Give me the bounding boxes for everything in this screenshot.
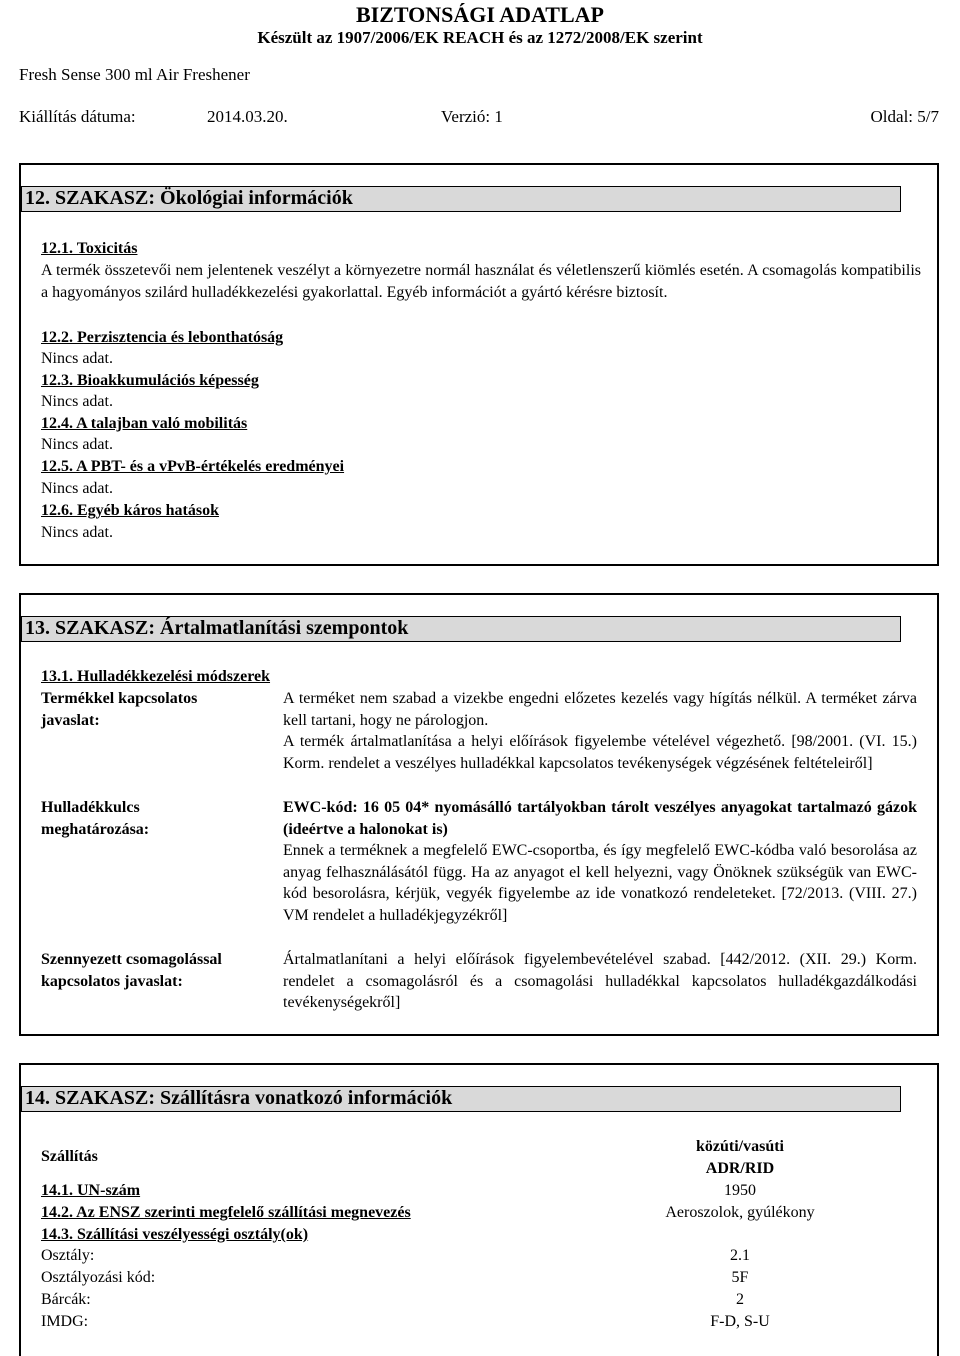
s13-label-product: javaslat: — [41, 712, 100, 729]
document-subtitle: Készült az 1907/2006/EK REACH és az 1272/2008/EK szerint — [257, 28, 703, 47]
page-number: Oldal: 5/7 — [870, 107, 939, 126]
version: Verzió: 1 — [441, 107, 503, 126]
s14-col-road-rail: közúti/vasúti — [695, 1138, 784, 1155]
s12-heading-bioaccumulation: 12.3. Bioakkumulációs képesség — [41, 372, 259, 389]
product-name: Fresh Sense 300 ml Air Freshener — [19, 65, 250, 84]
document-title: BIZTONSÁGI ADATLAP — [356, 2, 604, 27]
s12-heading-pbt: 12.5. A PBT- és a vPvB-értékelés eredményei — [41, 458, 345, 475]
s14-labels-label: Bárcák: — [41, 1291, 91, 1308]
s13-ewc-code: EWC-kód: 16 05 04* nyomásálló tartályokban tárolt veszélyes anyagokat tartalmazó gázok (ideértve a halonokat is) — [283, 799, 917, 838]
s14-classification-code-value: 5F — [731, 1269, 749, 1286]
s13-label-waste-code: Hulladékkulcs — [41, 799, 140, 816]
section-13-title: 13. SZAKASZ: Ártalmatlanítási szempontok — [21, 616, 901, 642]
s13-heading-methods: 13.1. Hulladékkezelési módszerek — [41, 668, 271, 685]
s12-no-data: Nincs adat. — [41, 436, 113, 453]
s12-heading-mobility: 12.4. A talajban való mobilitás — [41, 415, 248, 432]
s14-shipping-name-label: 14.2. Az ENSZ szerinti megfelelő szállítási megnevezés — [41, 1204, 411, 1221]
s14-class-value: 2.1 — [730, 1247, 750, 1264]
section-12-title: 12. SZAKASZ: Ökológiai információk — [21, 186, 901, 212]
section-14-title: 14. SZAKASZ: Szállításra vonatkozó információk — [21, 1086, 901, 1112]
s12-no-data: Nincs adat. — [41, 393, 113, 410]
s14-shipping-name-value: Aeroszolok, gyúlékony — [665, 1204, 815, 1221]
s14-imdg-label: IMDG: — [41, 1313, 89, 1330]
s13-product-disposal-text: A termék ártalmatlanítása a helyi előírások figyelembe vételével végezhető. [98/2001. (VI. 15.) Korm. rendelet a veszélyes hulladékkal kapcsolatos tevékenységek végzésének feltételeiről] — [283, 733, 917, 772]
s12-no-data: Nincs adat. — [41, 480, 113, 497]
s12-heading-other-effects: 12.6. Egyéb káros hatások — [41, 502, 219, 519]
s13-label-waste-code: meghatározása: — [41, 821, 150, 838]
s14-un-value: 1950 — [724, 1182, 756, 1199]
s13-product-text: A terméket nem szabad a vizekbe engedni előzetes kezelés vagy hígítás nélkül. A terméket zárva kell tartani, hogy ne párologjon. — [283, 690, 917, 729]
s14-transport-label: Szállítás — [41, 1148, 98, 1165]
issue-date-label: Kiállítás dátuma: — [19, 107, 136, 126]
s12-no-data: Nincs adat. — [41, 350, 113, 367]
s13-packaging-text: Ártalmatlanítani a helyi előírások figyelembevételével szabad. [442/2012. (XII. 29.) Korm. rendelet a csomagolásról és a csomagolási hulladékkal kapcsolatos hulladékgazdálkodási tevékenységekről] — [283, 951, 917, 1011]
s14-classification-code-label: Osztályozási kód: — [41, 1269, 156, 1286]
s13-label-packaging: kapcsolatos javaslat: — [41, 973, 183, 990]
issue-date-value: 2014.03.20. — [207, 107, 288, 126]
s13-label-product: Termékkel kapcsolatos — [41, 690, 198, 707]
s14-labels-value: 2 — [736, 1291, 744, 1308]
s13-label-packaging: Szennyezett csomagolással — [41, 951, 222, 968]
s14-un-label: 14.1. UN-szám — [41, 1182, 141, 1199]
s12-heading-persistence: 12.2. Perzisztencia és lebonthatóság — [41, 329, 284, 346]
s14-col-adr-rid: ADR/RID — [705, 1160, 775, 1177]
s12-heading-toxicity: 12.1. Toxicitás — [41, 240, 138, 257]
s14-imdg-value: F-D, S-U — [710, 1313, 770, 1330]
s13-ewc-text: Ennek a terméknek a megfelelő EWC-csoportba, és így megfelelő EWC-kódba való besorolása az anyag felhasználásától függ. Ha az anyagot el kell helyezni, vagy Önöknek szükségük van EWC-kód besorolásra, kérjük, vegyék figyelembe az ide vonatkozó rendeleteket. [72/2013. (VIII. 27.) VM rendelet a hulladékjegyzékről] — [283, 842, 917, 924]
s12-no-data: Nincs adat. — [41, 524, 113, 541]
s12-toxicity-text: A termék összetevői nem jelentenek veszélyt a környezetre normál használat és véletlenszerű kiömlés esetén. A csomagolás kompatibilis a hagyományos szilárd hulladékkezelési gyakorlattal. Egyéb információt a gyártó kérésre biztosít. — [41, 262, 921, 301]
s14-hazard-class-heading: 14.3. Szállítási veszélyességi osztály(ok) — [41, 1226, 309, 1243]
s14-class-label: Osztály: — [41, 1247, 95, 1264]
